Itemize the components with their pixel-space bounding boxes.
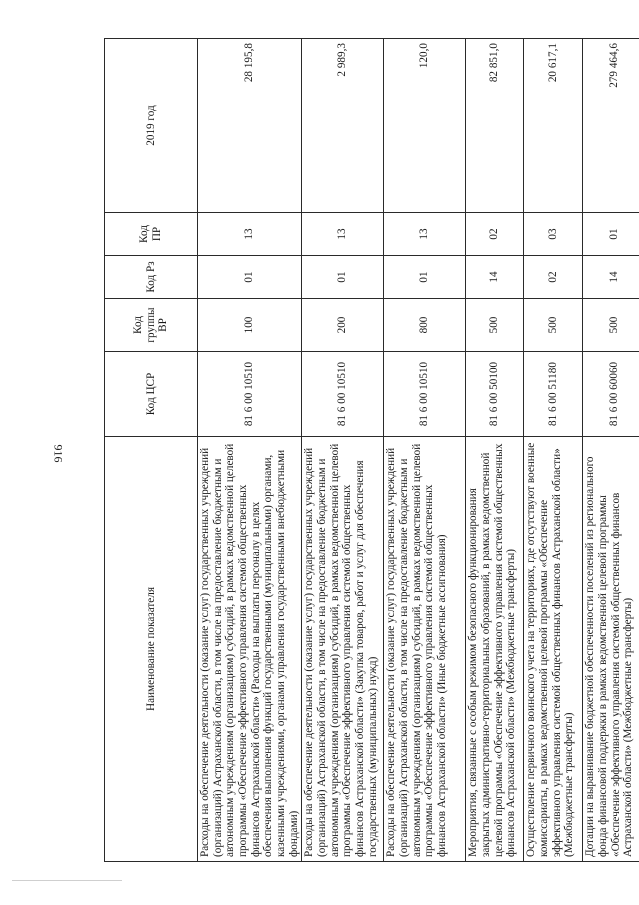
- row-csr: 81 6 00 10510: [302, 352, 384, 437]
- table-row: [583, 39, 639, 862]
- row-csr: 81 6 00 50100: [466, 352, 524, 437]
- table-row: [302, 39, 384, 862]
- row-value: 20 617,1: [524, 39, 583, 213]
- table-header-row: [105, 39, 198, 862]
- row-name: Расходы на обеспечение деятельности (оказание услуг) государственных учреждений (организаций) Астраханской области, в том числе на предоставление бюджетным и автономным учреждениям (организациям) субсидий, в рамках ведомственной целевой программы «Обеспечение эффективного управления системой общественных финансов Астраханской области» (Иные бюджетные ассигнования): [384, 437, 466, 862]
- row-value: 279 464,6: [583, 39, 639, 213]
- row-name: Расходы на обеспечение деятельности (оказание услуг) государственных учреждений (организаций) Астраханской области, в том числе на предоставление бюджетным и автономным учреждениям (организациям) субсидий, в рамках ведомственной целевой программы «Обеспечение эффективного управления системой общественных финансов Астраханской области» (Закупка товаров, работ и услуг для обеспечения государственных (муниципальных) нужд): [302, 437, 384, 862]
- row-pr: 02: [466, 213, 524, 256]
- row-name: Осуществление первичного воинского учета на территориях, где отсутствуют военные комиссариаты, в рамках ведомственной целевой программы «Обеспечение эффективного управления системой общественных финансов Астраханской области» (Межбюджетные трансферты): [524, 437, 583, 862]
- row-rz: 14: [583, 256, 639, 299]
- row-vr: 500: [524, 299, 583, 352]
- row-name: Расходы на обеспечение деятельности (оказание услуг) государственных учреждений (организаций) Астраханской области, в том числе на предоставление бюджетным и автономным учреждениям (организациям) субсидий, в рамках ведомственной целевой программы «Обеспечение эффективного управления системой общественных финансов Астраханской области» (Расходы на выплаты персоналу в целях обеспечения выполнения функций государственными (муниципальными) органами, казенными учреждениями, органами управления государственными внебюджетными фондами): [198, 437, 302, 862]
- row-csr: 81 6 00 10510: [198, 352, 302, 437]
- row-rz: 01: [302, 256, 384, 299]
- row-name: Мероприятия, связанные с особым режимом безопасного функционирования закрытых административно-территориальных образований, в рамках ведомственной целевой программы «Обеспечение эффективного управления системой общественных финансов Астраханской области» (Межбюджетные трансферты): [466, 437, 524, 862]
- table-row: [524, 39, 583, 862]
- row-vr: 500: [466, 299, 524, 352]
- header-name: Наименование показателя: [105, 437, 198, 862]
- header-year: 2019 год: [105, 39, 198, 213]
- scan-edge-line: [12, 880, 122, 881]
- row-rz: 01: [198, 256, 302, 299]
- row-pr: 13: [198, 213, 302, 256]
- header-vr: Код группы ВР: [105, 299, 198, 352]
- table-row: [466, 39, 524, 862]
- row-pr: 13: [302, 213, 384, 256]
- row-pr: 13: [384, 213, 466, 256]
- row-vr: 500: [583, 299, 639, 352]
- header-pr: Код ПР: [105, 213, 198, 256]
- row-csr: 81 6 00 51180: [524, 352, 583, 437]
- row-name: Дотации на выравнивание бюджетной обеспеченности поселений из регионального фонда финансовой поддержки в рамках ведомственной целевой программы «Обеспечение эффективного управления системой общественных финансов Астраханской области» (Межбюджетные трансферты): [583, 437, 639, 862]
- row-vr: 100: [198, 299, 302, 352]
- header-rz: Код Рз: [105, 256, 198, 299]
- row-vr: 200: [302, 299, 384, 352]
- row-value: 28 195,8: [198, 39, 302, 213]
- row-rz: 01: [384, 256, 466, 299]
- row-vr: 800: [384, 299, 466, 352]
- table-row: [384, 39, 466, 862]
- row-value: 2 989,3: [302, 39, 384, 213]
- header-csr: Код ЦСР: [105, 352, 198, 437]
- row-pr: 01: [583, 213, 639, 256]
- row-value: 82 851,0: [466, 39, 524, 213]
- page-number: 916: [51, 444, 66, 463]
- table-row: [198, 39, 302, 862]
- row-csr: 81 6 00 10510: [384, 352, 466, 437]
- row-rz: 02: [524, 256, 583, 299]
- row-value: 120,0: [384, 39, 466, 213]
- row-csr: 81 6 00 60060: [583, 352, 639, 437]
- row-pr: 03: [524, 213, 583, 256]
- rotated-table-container: [104, 39, 635, 862]
- row-rz: 14: [466, 256, 524, 299]
- budget-table: [104, 38, 639, 862]
